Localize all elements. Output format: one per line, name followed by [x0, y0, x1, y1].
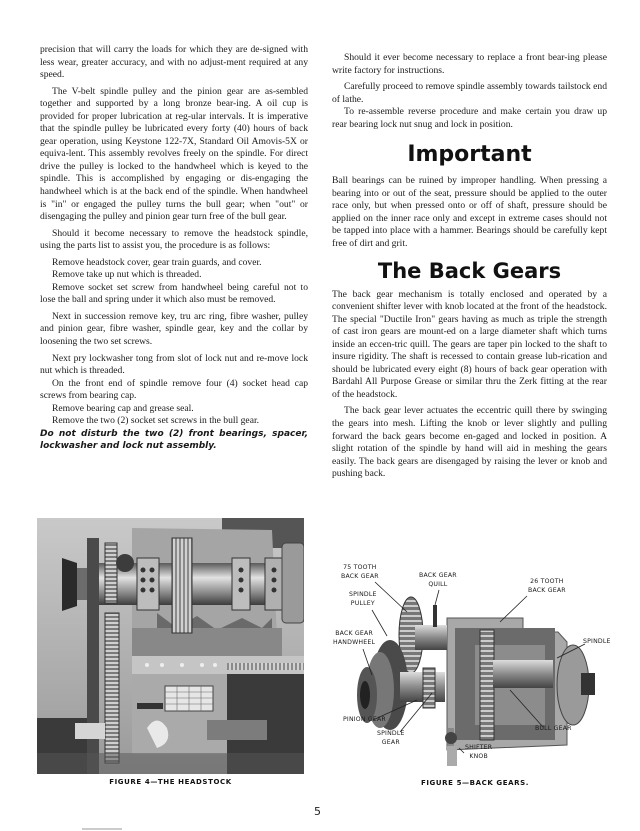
label-pulley-line1: SPINDLE [349, 591, 377, 598]
label-handwheel-line2: HANDWHEEL [333, 638, 376, 646]
label-26-tooth-line1: 26 TOOTH [530, 578, 564, 585]
step-pry-lockwasher: Next pry lockwasher tong from slot of lock nut and re-move lock nut which is threaded. [40, 352, 308, 377]
label-bull-gear [535, 725, 572, 734]
label-pinion-gear [343, 716, 386, 725]
headstock-photo-illustration [37, 518, 304, 774]
paragraph-remove-spindle-assembly: Carefully proceed to remove spindle assembly towards tailstock end of lathe. [332, 81, 607, 105]
label-spindle [583, 638, 611, 647]
label-75-tooth-line2: BACK GEAR [341, 572, 379, 580]
step-remove-bearing-cap: Remove bearing cap and grease seal. [52, 402, 194, 414]
label-shifter-knob [465, 744, 492, 761]
label-bull-line1: BULL GEAR [535, 725, 572, 732]
step-remove-key-washers: Next in succession remove key, tru arc ring, fibre washer, pulley and pinion gear, fibre washer, spindle gear, key and the collar by loosening the two set screws. [40, 310, 308, 348]
step-remove-set-screw: Remove socket set screw from handwheel being careful not to lose the ball and spring under it which also must be removed. [40, 281, 308, 306]
step-remove-cap-screws: On the front end of spindle remove four (4) socket head cap screws from bearing cap. [40, 377, 308, 402]
label-pulley-line2: PULLEY [350, 599, 375, 607]
label-75-tooth-line1: 75 TOOTH [343, 564, 377, 571]
figure-4-caption: FIGURE 4—THE HEADSTOCK [109, 778, 232, 786]
paragraph-remove-spindle-intro: Should it become necessary to remove the headstock spindle, using the parts list to assist you, the procedure is as follows: [40, 227, 308, 252]
label-quill-line2: QUILL [428, 580, 448, 588]
paragraph-replace-front-bearing: Should it ever become necessary to replace a front bear-ing please write factory for instructions. [332, 52, 607, 76]
heading-important: Important [407, 142, 532, 168]
label-quill-line1: BACK GEAR [419, 572, 457, 579]
label-handwheel-line1: BACK GEAR [335, 630, 373, 637]
paragraph-reassemble: To re-assemble reverse procedure and make certain you draw up rear bearing lock nut snug and lock in position. [332, 106, 607, 130]
paragraph-ball-bearings: Ball bearings can be ruined by improper handling. When pressing a bearing into or out of the seat, pressure should be applied to the outer race only, but when pressed onto or off of shaft, pressure should be applied on the inner race only and except in extreme cases should not be tapped into place with a hammer. Bearings should be carefully kept free of dirt and grit. [332, 175, 607, 250]
label-shifter-line1: SHIFTER [465, 744, 493, 751]
label-spindle-gear-line1: SPINDLE [377, 730, 405, 737]
label-spindle-gear [377, 730, 405, 747]
right-column [332, 52, 607, 485]
label-back-gear-handwheel [333, 630, 375, 647]
label-26-tooth-line2: BACK GEAR [528, 586, 566, 594]
label-75-tooth-back-gear [341, 564, 379, 581]
paragraph-bearing-precision: precision that will carry the loads for which they are de-signed with less wear, greater accuracy, and with no adjust-ment required at any speed. [40, 44, 308, 81]
step-remove-cover: Remove headstock cover, gear train guards, and cover. [52, 256, 262, 268]
label-pinion-line1: PINION GEAR [343, 716, 386, 723]
label-26-tooth-back-gear [528, 578, 566, 595]
paragraph-back-gear-mechanism: The back gear mechanism is totally enclosed and operated by a convenient shifter lever with knob located at the front of the headstock. The special "Ductile Iron" gears having as much as triple the strength of cast iron gears are mount-ed on a large diameter shaft which turns inside an eccen-tric quill. The gears are taper pin locked to the shaft to insure rigidity. The shaft is recessed to contain grease lub-rication and should be lubricated every eight (8) hours of back gear operation with Bardahl All Purpose Grease or similar thru the Zerk fitting at the rear of the headstock. [332, 288, 607, 400]
label-back-gear-quill [419, 572, 457, 589]
page-number: 5 [314, 805, 321, 818]
scan-artifact-line [82, 828, 122, 830]
figure-5-back-gears-diagram [335, 560, 620, 772]
figure-5-caption: FIGURE 5—BACK GEARS. [420, 779, 530, 787]
paragraph-vbelt-pulley: The V-belt spindle pulley and the pinion gear are as-sembled together and supported by a long bronze bear-ing. A oil cup is provided for proper lubrication at reg-ular intervals. It is imperative that the spindle pulley be lubricated every forty (40) hours of back gear operation, using Keystone 122-7X, Standard Oil Amovis-5X or equiva-lent. This assembly revolves freely on the spindle. For direct drive the pulley is locked to the handwheel which is keyed to the spindle. This is accomplished by engaging or dis-engaging the handwheel which is at the back end of the spindle. When handwheel is "in" or engaged the pulley turns the bull gear; when "out" or disengaging the pulley and pinion gear turn free of the bull gear. [40, 85, 308, 223]
label-spindle-pulley [349, 591, 377, 608]
paragraph-back-gear-lever: The back gear lever actuates the eccentric quill there by swinging the gears into mesh. Lifting the knob or lever slightly and pulling forward the back gears become en-gaged and locked in position. A slight rotation of the spindle by hand will aid in meshing the gears easily. The back gears are disengaged by raising the lever or knob and pushing back. [332, 405, 607, 480]
label-shifter-line2: KNOB [469, 752, 488, 760]
label-spindle-gear-line2: GEAR [381, 738, 400, 746]
warning-do-not-disturb: Do not disturb the two (2) front bearings, spacer, lockwasher and lock nut assembly. [40, 428, 308, 452]
left-column [40, 44, 308, 457]
heading-back-gears: The Back Gears [377, 258, 562, 283]
step-remove-bull-gear-screws: Remove the two (2) socket set screws in the bull gear. [52, 415, 260, 427]
step-remove-take-up-nut: Remove take up nut which is threaded. [52, 269, 202, 281]
figure-4-headstock-photo [37, 518, 304, 774]
label-spindle-line1: SPINDLE [583, 638, 611, 645]
